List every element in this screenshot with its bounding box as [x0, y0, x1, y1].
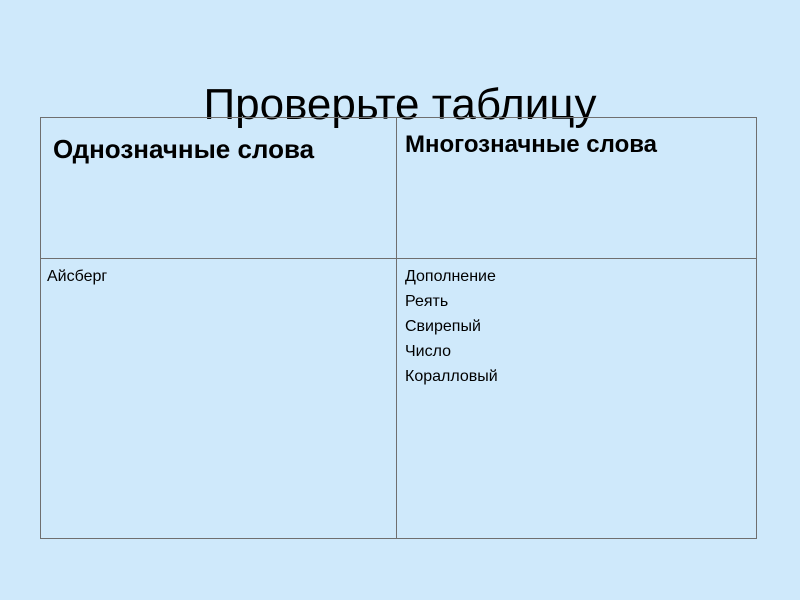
list-item: Свирепый — [405, 318, 481, 335]
table-header-row — [41, 118, 757, 259]
slide-title: Проверьте таблицу — [203, 80, 597, 130]
list-item: Реять — [405, 293, 449, 310]
header-single-meaning-label: Однозначные слова — [53, 134, 315, 164]
header-cell-single-meaning — [41, 118, 397, 259]
words-table — [40, 117, 757, 539]
list-item: Коралловый — [405, 368, 498, 385]
single-meaning-word-list — [47, 264, 396, 289]
list-item: Дополнение — [405, 268, 496, 285]
list-item: Число — [405, 343, 452, 360]
list-item: Айсберг — [47, 268, 108, 285]
table-row — [41, 259, 757, 539]
cell-single-meaning-words — [41, 259, 397, 539]
multi-meaning-word-list — [405, 264, 756, 389]
header-cell-multi-meaning — [397, 118, 757, 259]
cell-multi-meaning-words — [397, 259, 757, 539]
header-multi-meaning-label: Многозначные слова — [405, 131, 658, 158]
